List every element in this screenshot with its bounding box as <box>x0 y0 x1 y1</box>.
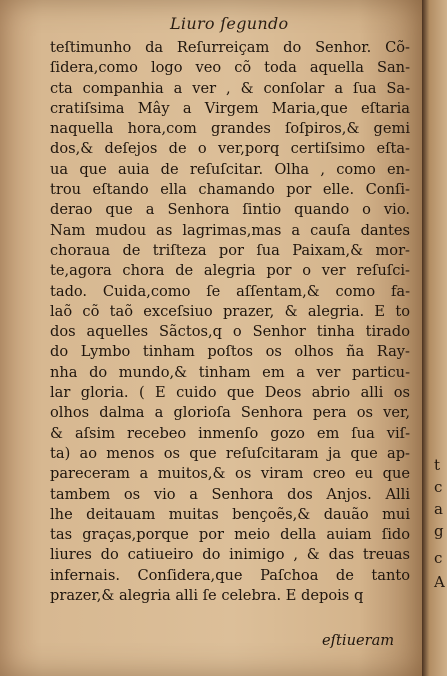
neighbor-letter: c <box>434 478 443 496</box>
neighbor-letter: c <box>434 549 443 567</box>
text-line: olhos dalma a glorioſa Senhora pera os ver, <box>50 404 410 422</box>
text-line: dos aquelles Sãctos,q o Senhor tinha tirado <box>50 323 410 341</box>
text-line: choraua de triſteza por ſua Paixam,& mor- <box>50 241 410 259</box>
text-line: naquella hora,com grandes ſoſpiros,& gemi <box>50 120 410 138</box>
text-line: ta) ao menos os que reſuſcitaram ja que ap- <box>50 444 410 462</box>
text-line: teſtimunho da Reſurreiçam do Senhor. Cõ- <box>50 39 410 56</box>
neighbor-letter: t <box>434 456 441 474</box>
text-line: prazer,& alegria alli ſe celebra. E depois q <box>50 587 364 605</box>
neighbor-letter: a <box>434 500 443 518</box>
text-line: tado. Cuida,como ſe aſſentam,& como fa- <box>50 282 410 300</box>
text-line: dos,& deſejos de o ver,porq certiſsimo eſta- <box>50 140 410 158</box>
text-line: trou eſtando ella chamando por elle. Conſi- <box>50 181 410 199</box>
text-line: ſidera,como logo veo cõ toda aquella San- <box>50 59 410 77</box>
running-header: Liuro ſegundo <box>170 14 289 33</box>
neighbor-letter: g <box>434 522 444 540</box>
text-line: Nam mudou as lagrimas,mas a cauſa dantes <box>50 221 410 239</box>
text-line: do Lymbo tinham poſtos os olhos ña Ray- <box>50 343 410 361</box>
text-line: liures do catiueiro do inimigo , & das treuas <box>50 546 410 564</box>
text-line: & aſsim recebeo inmenſo gozo em ſua viſ- <box>50 424 410 442</box>
text-line: tambem os vio a Senhora dos Anjos. Alli <box>50 485 410 503</box>
text-line: nha do mundo,& tinham em a ver particu- <box>50 363 410 381</box>
text-line: cratiſsima Mây a Virgem Maria,que eſtaria <box>50 99 410 117</box>
text-line: infernais. Conſidera,que Paſchoa de tanto <box>50 566 410 584</box>
text-line: ua que auia de reſuſcitar. Olha , como en- <box>50 160 410 178</box>
text-line: lhe deitauam muitas bençoẽs,& dauão mui <box>50 505 410 523</box>
text-line: lar gloria. ( E cuido que Deos abrio alli os <box>50 384 410 402</box>
text-line: tas graças,porque por meio della auiam ſido <box>50 526 410 544</box>
neighbor-letter: A <box>434 573 445 591</box>
text-line: cta companhia a ver , & conſolar a ſua Sa- <box>50 79 410 97</box>
text-line: derao que a Senhora ſintio quando o vio. <box>50 201 410 219</box>
catchword: eſtiueram <box>322 632 395 649</box>
text-line: te,agora chora de alegria por o ver reſuſci- <box>50 262 410 280</box>
body-text <box>50 38 410 606</box>
adjacent-page-edge <box>422 0 447 676</box>
text-line: pareceram a muitos,& os viram creo eu que <box>50 465 410 483</box>
text-line: laõ cõ taõ exceſsiuo prazer, & alegria. E to <box>50 302 410 320</box>
